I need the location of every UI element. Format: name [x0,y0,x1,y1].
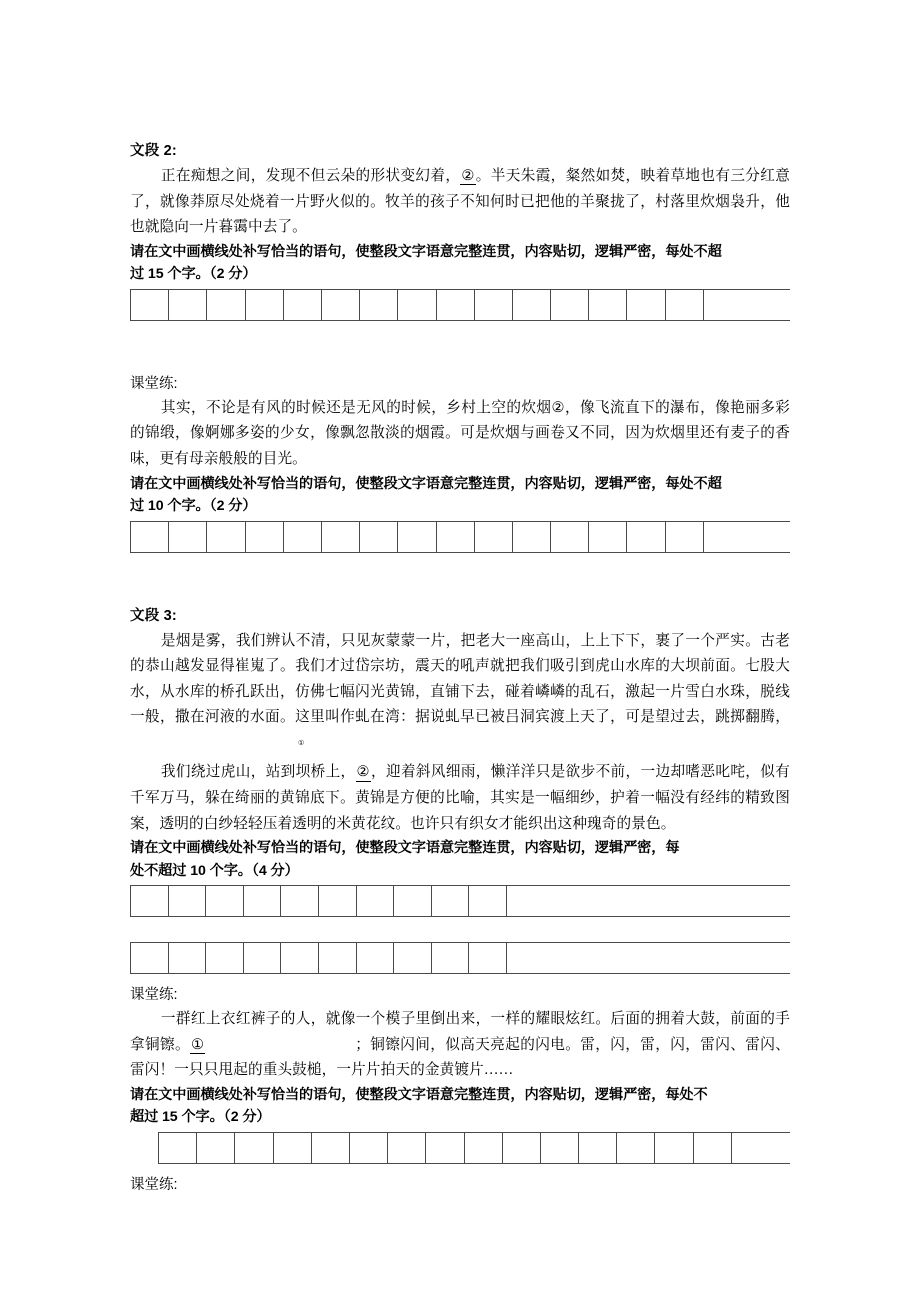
answer-cell[interactable] [627,290,665,320]
answer-cell[interactable] [246,522,284,552]
blank-marker-circled-2: ② [461,168,475,184]
answer-cell[interactable] [465,1133,503,1163]
prompt-line-2-passage-2: 过 15 个字。（2 分） [130,266,257,283]
answer-cell[interactable] [388,1133,426,1163]
answer-cell[interactable] [197,1133,235,1163]
answer-grid-passage-2[interactable] [130,289,790,321]
section-heading-passage-2: 文段 2: [130,143,177,159]
answer-cell[interactable] [284,522,322,552]
passage-text-2 [130,164,790,241]
document-body [130,140,790,1197]
answer-grid-passage-3-first[interactable] [130,885,790,917]
spacer [130,917,790,939]
blank-marker-circled-3: ② [356,764,370,781]
answer-cell[interactable] [589,522,627,552]
answer-cell[interactable] [284,290,322,320]
answer-cell[interactable] [655,1133,693,1163]
answer-grid-wrap-drill-2 [158,1132,790,1164]
answer-cell[interactable] [666,522,704,552]
answer-cell[interactable] [475,522,513,552]
answer-cell[interactable] [589,290,627,320]
answer-grid-wrap-passage-3-b [130,942,790,974]
answer-cell[interactable] [206,886,244,916]
answer-cell[interactable] [541,1133,579,1163]
spacer [130,553,790,605]
prompt-line-1-passage-3: 请在文中画横线处补写恰当的语句，使整段文字语意完整连贯，内容贴切，逻辑严密，每 [130,840,680,857]
answer-cell[interactable] [579,1133,617,1163]
answer-cell[interactable] [503,1133,541,1163]
drill-2-before-blank: 一群红上衣红裤子的人，就像一个模子里倒出来，一样的耀眼炫红。后面的拥着大鼓，前面的手拿铜镲。 [130,1011,790,1053]
answer-cell[interactable] [627,522,665,552]
answer-cell[interactable] [617,1133,655,1163]
answer-cell[interactable] [244,886,282,916]
answer-grid-wrap-passage-3-a [130,885,790,917]
answer-cell[interactable] [207,290,245,320]
answer-cell[interactable] [432,943,470,973]
section-drill-2 [130,984,790,1164]
answer-cell[interactable] [131,943,169,973]
prompt-line-1-drill-1: 请在文中画横线处补写恰当的语句，使整段文字语意完整连贯，内容贴切，逻辑严密，每处不超 [130,475,722,492]
answer-cell[interactable] [357,886,395,916]
answer-cell[interactable] [394,943,432,973]
answer-cell[interactable] [437,522,475,552]
answer-grid-wrap-passage-2 [130,289,790,321]
passage-text-drill-1 [130,396,790,473]
answer-cell[interactable] [360,290,398,320]
answer-cell[interactable] [274,1133,312,1163]
answer-cell[interactable] [513,290,551,320]
answer-cell[interactable] [350,1133,388,1163]
answer-grid-wrap-drill-1 [130,521,790,553]
answer-cell[interactable] [469,943,507,973]
prompt-line-1-passage-2: 请在文中画横线处补写恰当的语句，使整段文字语意完整连贯，内容贴切，逻辑严密，每处不超 [130,243,722,260]
answer-grid-drill-2[interactable] [158,1132,790,1164]
drill-1-before-blank: 其实，不论是有风的时候还是无风的时候，乡村上空的炊烟 [160,399,552,416]
answer-cell[interactable] [131,290,169,320]
answer-cell[interactable] [398,290,436,320]
answer-cell[interactable] [394,886,432,916]
answer-cell[interactable] [322,522,360,552]
answer-grid-passage-3-second[interactable] [130,942,790,974]
answer-cell[interactable] [475,290,513,320]
section-heading-drill-2: 课堂练: [130,987,178,1004]
answer-cell[interactable] [432,886,470,916]
answer-cell[interactable] [159,1133,197,1163]
spacer [130,1164,790,1174]
answer-cell[interactable] [513,522,551,552]
passage-3-before-blank: 我们绕过虎山，站到坝桥上， [160,764,356,781]
blank-marker-circled-drill-2: ① [191,1036,205,1053]
answer-cell[interactable] [281,886,319,916]
answer-cell[interactable] [169,943,207,973]
answer-cell[interactable] [360,522,398,552]
answer-cell[interactable] [244,943,282,973]
answer-cell[interactable] [131,886,169,916]
answer-cell[interactable] [426,1133,464,1163]
answer-cell[interactable] [666,290,704,320]
spacer [130,321,790,373]
prompt-line-2-drill-1: 过 10 个字。（2 分） [130,498,257,515]
answer-cell[interactable] [206,943,244,973]
passage-3-after-blank: ，迎着斜风细雨，懒洋洋只是欲步不前，一边却嗜恶叱咤，似有千军万马，躲在绮丽的黄锦底下。黄锦是方便的比喻，其实是一幅细纱，护着一幅没有经纬的精致图案，透明的白纱轻轻压着透明的米黄花纹。也许只有织女才能织出这种瑰奇的景色。 [130,764,790,832]
answer-cell[interactable] [169,522,207,552]
answer-cell[interactable] [169,886,207,916]
passage-text-3-para-1 [130,629,790,761]
prompt-line-2-passage-3: 处不超过 10 个字。（4 分） [130,862,299,879]
answer-cell[interactable] [319,886,357,916]
answer-cell[interactable] [694,1133,732,1163]
answer-cell[interactable] [357,943,395,973]
answer-cell[interactable] [319,943,357,973]
answer-cell[interactable] [131,522,169,552]
prompt-line-2-drill-2: 超过 15 个字。（2 分） [130,1109,271,1126]
answer-cell[interactable] [281,943,319,973]
section-heading-drill-1: 课堂练: [130,375,178,392]
section-heading-drill-3: 课堂练: [130,1176,178,1193]
answer-cell[interactable] [322,290,360,320]
answer-cell[interactable] [437,290,475,320]
drill-1-after-blank: ，像飞流直下的瀑布，像艳丽多彩的锦缎，像婀娜多姿的少女，像飘忽散淡的烟霞。可是炊烟与画卷又不同，因为炊烟里还有麦子的香味，更有母亲般般的目光。 [130,399,790,467]
footnote-marker-passage-3: ① [298,738,305,747]
answer-cell[interactable] [398,522,436,552]
passage-3-para-1: 是烟是雾，我们辨认不清，只见灰蒙蒙一片，把老大一座高山，上上下下，裹了一个严实。古老的恭山越发显得崔嵬了。我们才过岱宗坊，震天的吼声就把我们吸引到虎山水库的大坝前面。七股大水，从水库的桥孔跃出，仿佛七幅闪光黄锦，直铺下去，碰着嶙嶙的乱石，激起一片雪白水珠，脱线一般，撒在河液的水面。这里叫作虬在湾：据说虬早已被吕洞宾渡上天了，可是望过去，跳掷翻腾， [130,632,790,726]
section-heading-passage-3: 文段 3: [130,607,177,624]
answer-grid-drill-1[interactable] [130,521,790,553]
passage-2-before-blank: 正在痴想之间，发现不但云朵的形状变幻着， [160,168,461,184]
section-drill-1 [130,373,790,553]
drill-2-after-blank: ；铜镲闪间，似高天亮起的闪电。雷，闪，雷，闪，雷闪、雷闪、雷闪！一只只甩起的重头鼓槌，一片片拍天的金黄镀片…… [130,1036,790,1079]
section-passage-2 [130,140,790,321]
passage-2-after-blank: 。半天朱霞，粲然如焚，映着草地也有三分红意了，就像莽原尽处烧着一片野火似的。牧羊的孩子不知何时已把他的羊聚拢了，村落里炊烟袅升，他也就隐向一片暮霭中去了。 [130,168,790,236]
answer-cell[interactable] [246,290,284,320]
prompt-line-1-drill-2: 请在文中画横线处补写恰当的语句，使整段文字语意完整连贯，内容贴切，逻辑严密，每处不 [130,1086,708,1103]
answer-cell[interactable] [469,886,507,916]
section-drill-3 [130,1174,790,1196]
passage-text-drill-2 [130,1007,790,1084]
answer-cell[interactable] [312,1133,350,1163]
section-passage-3 [130,605,790,975]
answer-cell[interactable] [551,522,589,552]
answer-cell[interactable] [235,1133,273,1163]
answer-cell[interactable] [551,290,589,320]
spacer [130,974,790,984]
answer-cell[interactable] [169,290,207,320]
answer-cell[interactable] [207,522,245,552]
passage-text-3-para-2 [130,760,790,837]
blank-marker-circled-drill-1: ② [551,399,565,416]
